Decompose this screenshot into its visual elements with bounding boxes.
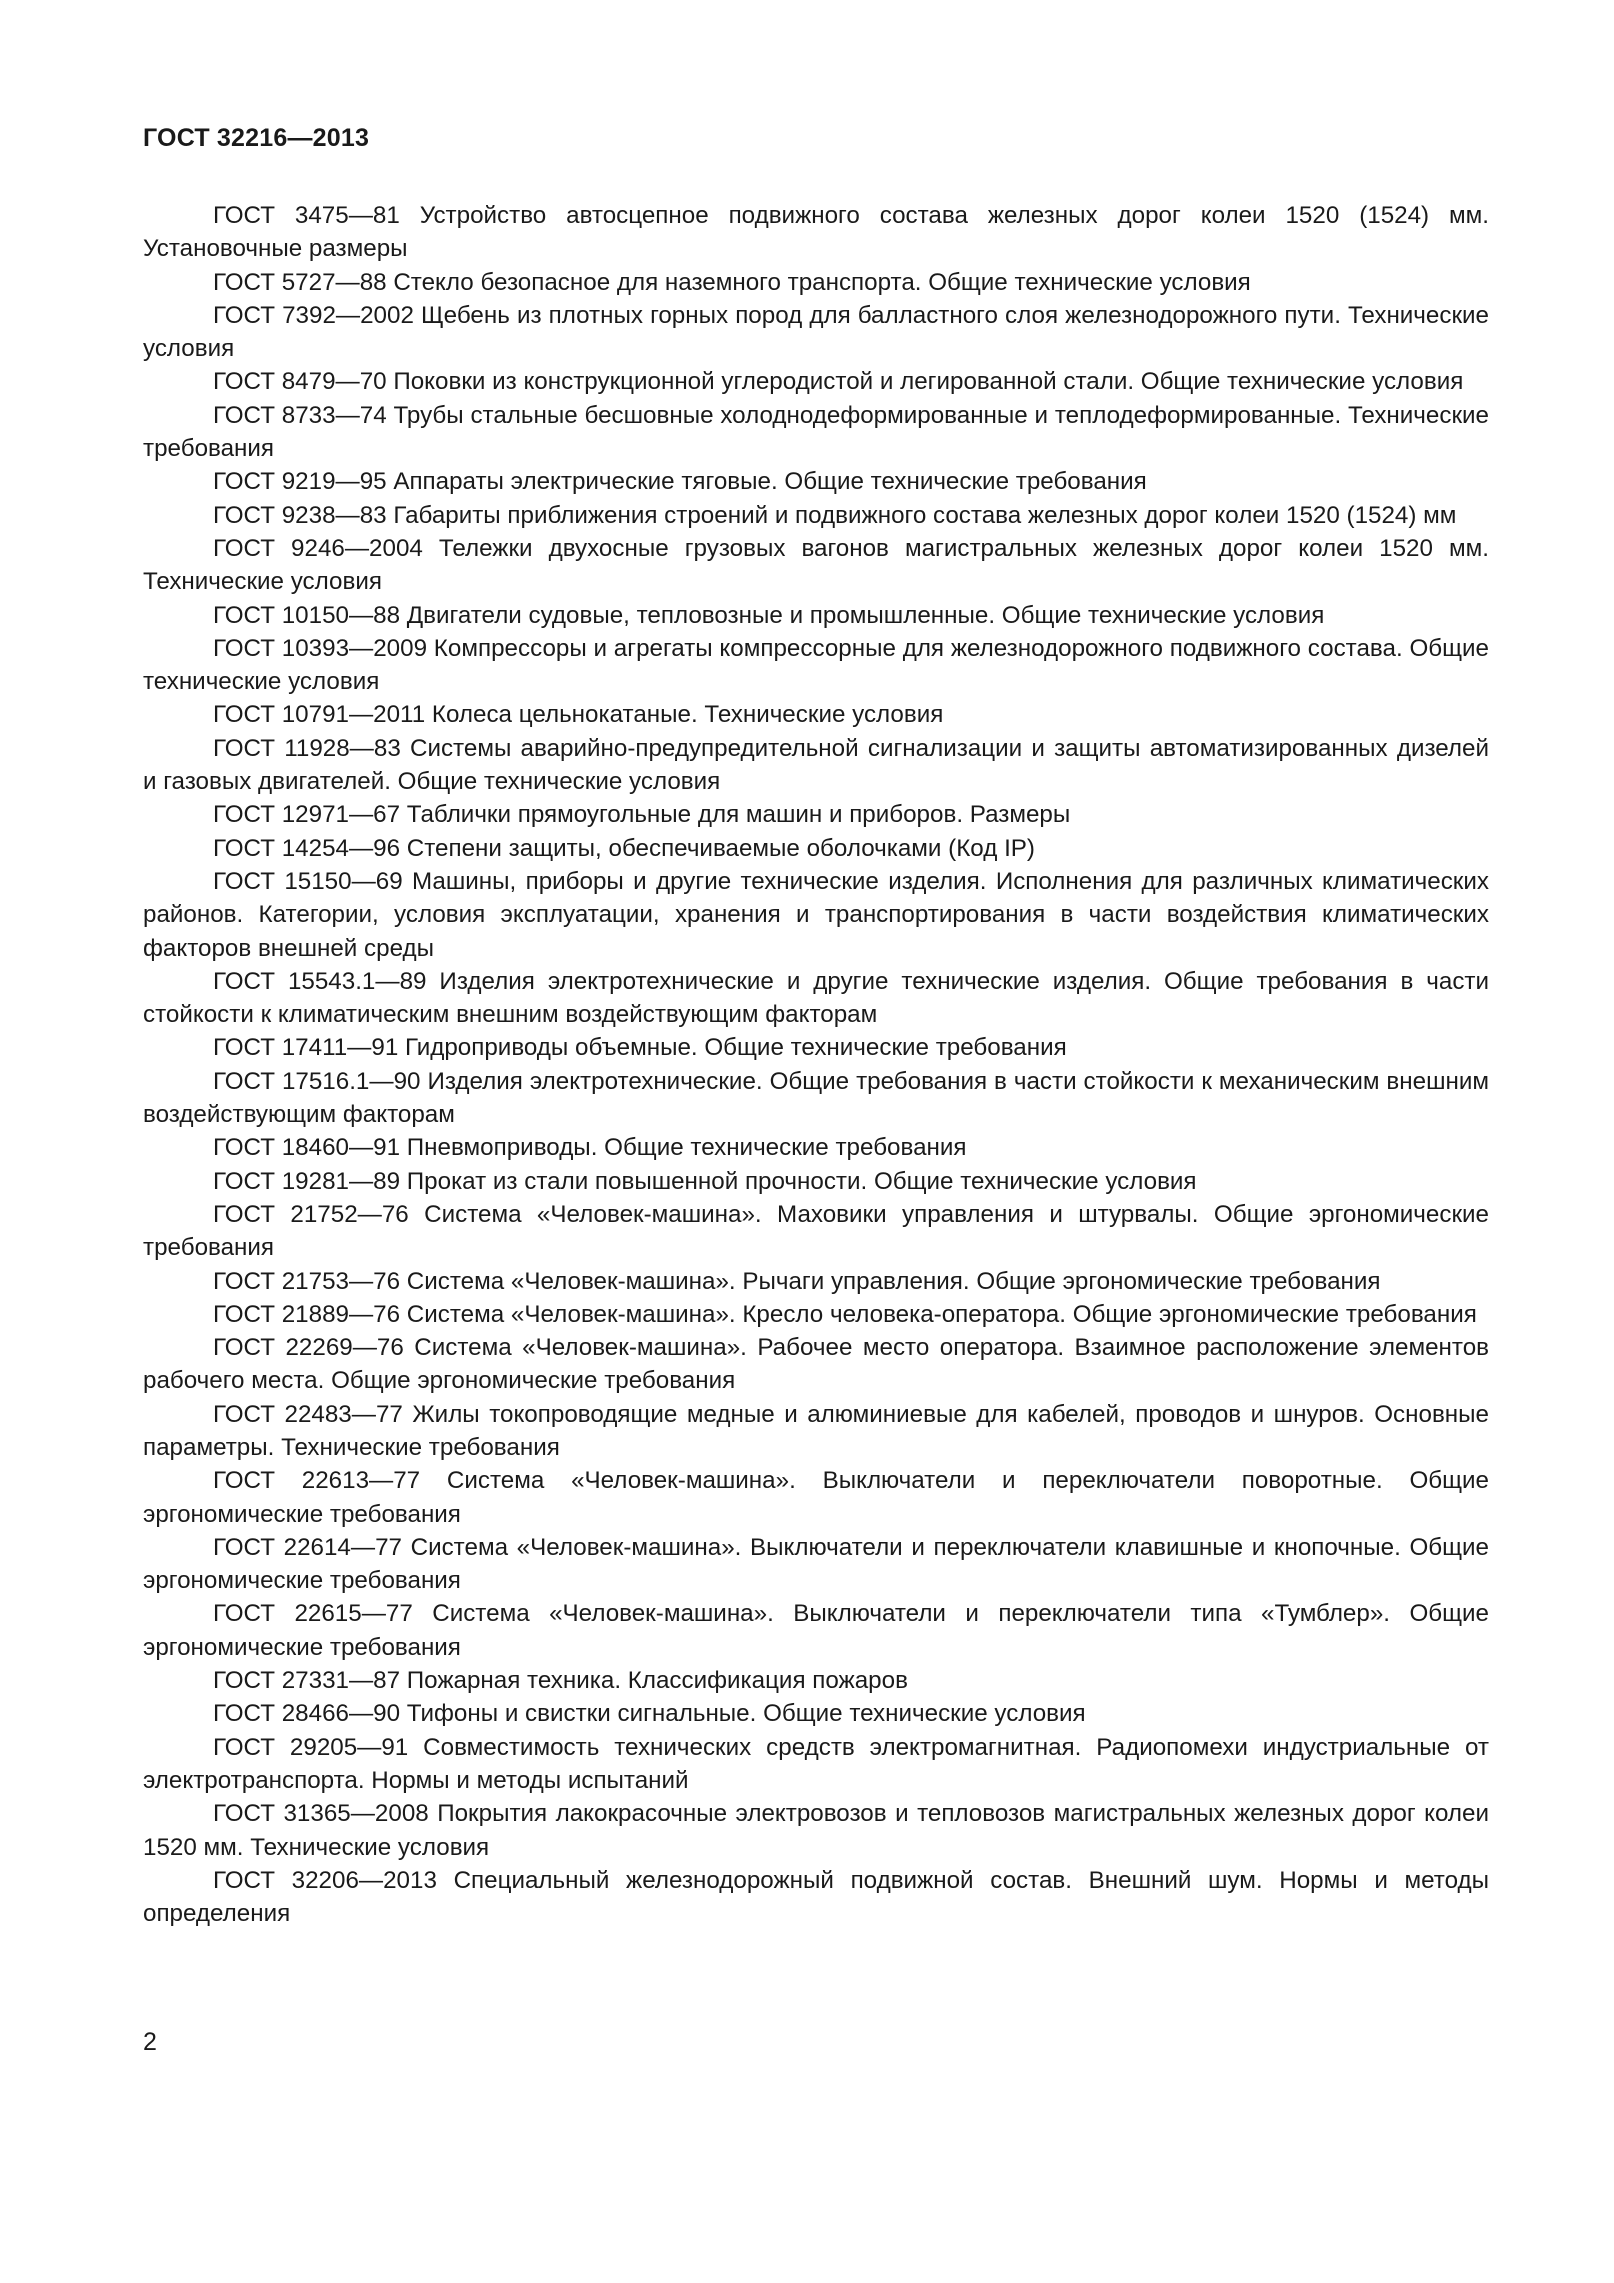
- reference-item: ГОСТ 3475—81 Устройство автосцепное подвижного состава железных дорог колеи 1520 (1524) мм. Установочные размеры: [143, 202, 1489, 263]
- page-number: 2: [143, 2028, 157, 2056]
- reference-item: ГОСТ 17516.1—90 Изделия электротехнические. Общие требования в части стойкости к механическим внешним воздействующим факторам: [143, 1067, 1489, 1129]
- reference-item: ГОСТ 7392—2002 Щебень из плотных горных пород для балластного слоя железнодорожного пути. Технические условия: [143, 301, 1489, 363]
- reference-item: ГОСТ 10393—2009 Компрессоры и агрегаты компрессорные для железнодорожного подвижного состава. Общие технические условия: [143, 634, 1489, 696]
- reference-item: ГОСТ 8479—70 Поковки из конструкционной углеродистой и легированной стали. Общие технические условия: [213, 368, 1464, 396]
- reference-item: ГОСТ 18460—91 Пневмоприводы. Общие технические требования: [213, 1134, 967, 1162]
- reference-item: ГОСТ 10150—88 Двигатели судовые, тепловозные и промышленные. Общие технические условия: [213, 601, 1325, 629]
- reference-item: ГОСТ 10791—2011 Колеса цельнокатаные. Технические условия: [213, 701, 944, 729]
- reference-item: ГОСТ 15543.1—89 Изделия электротехнические и другие технические изделия. Общие требования в части стойкости к климатическим внешним воздействующим факторам: [143, 967, 1489, 1029]
- reference-item: ГОСТ 21752—76 Система «Человек-машина». Маховики управления и штурвалы. Общие эргономические требования: [143, 1200, 1489, 1262]
- reference-item: ГОСТ 22483—77 Жилы токопроводящие медные и алюминиевые для кабелей, проводов и шнуров. Основные параметры. Технические требования: [143, 1400, 1489, 1461]
- reference-item: ГОСТ 32206—2013 Специальный железнодорожный подвижной состав. Внешний шум. Нормы и методы определения: [143, 1866, 1489, 1928]
- reference-item: ГОСТ 9238—83 Габариты приближения строений и подвижного состава железных дорог колеи 1520 (1524) мм: [213, 501, 1457, 529]
- reference-item: ГОСТ 28466—90 Тифоны и свистки сигнальные. Общие технические условия: [213, 1700, 1086, 1728]
- reference-item: ГОСТ 22615—77 Система «Человек-машина». Выключатели и переключатели типа «Тумблер». Общие эргономические требования: [143, 1600, 1489, 1661]
- reference-item: ГОСТ 21753—76 Система «Человек-машина». Рычаги управления. Общие эргономические требования: [213, 1267, 1381, 1295]
- reference-item: ГОСТ 9219—95 Аппараты электрические тяговые. Общие технические требования: [213, 468, 1147, 496]
- reference-item: ГОСТ 11928—83 Системы аварийно-предупредительной сигнализации и защиты автоматизированных дизелей и газовых двигателей. Общие технические условия: [143, 734, 1489, 796]
- reference-item: ГОСТ 22269—76 Система «Человек-машина». Рабочее место оператора. Взаимное расположение элементов рабочего места. Общие эргономические требования: [143, 1334, 1489, 1395]
- normative-references-list: [143, 199, 1489, 1930]
- reference-item: ГОСТ 8733—74 Трубы стальные бесшовные холоднодеформированные и теплодеформированные. Технические требования: [143, 401, 1489, 463]
- reference-item: ГОСТ 22614—77 Система «Человек-машина». Выключатели и переключатели клавишные и кнопочные. Общие эргономические требования: [143, 1533, 1489, 1595]
- document-header: ГОСТ 32216—2013: [143, 124, 370, 152]
- reference-item: ГОСТ 9246—2004 Тележки двухосные грузовых вагонов магистральных железных дорог колеи 1520 мм. Технические условия: [143, 534, 1489, 596]
- reference-item: ГОСТ 14254—96 Степени защиты, обеспечиваемые оболочками (Код IP): [213, 834, 1035, 862]
- reference-item: ГОСТ 5727—88 Стекло безопасное для наземного транспорта. Общие технические условия: [213, 268, 1251, 296]
- reference-item: ГОСТ 21889—76 Система «Человек-машина». Кресло человека-оператора. Общие эргономические требования: [213, 1300, 1477, 1328]
- reference-item: ГОСТ 19281—89 Прокат из стали повышенной прочности. Общие технические условия: [213, 1167, 1197, 1195]
- reference-item: ГОСТ 15150—69 Машины, приборы и другие технические изделия. Исполнения для различных климатических районов. Категории, условия эксплуатации, хранения и транспортирования в части воздействия климатических факторов внешней среды: [143, 867, 1489, 962]
- reference-item: ГОСТ 27331—87 Пожарная техника. Классификация пожаров: [213, 1667, 908, 1695]
- reference-item: ГОСТ 12971—67 Таблички прямоугольные для машин и приборов. Размеры: [213, 801, 1071, 829]
- reference-item: ГОСТ 31365—2008 Покрытия лакокрасочные электровозов и тепловозов магистральных железных дорог колеи 1520 мм. Технические условия: [143, 1800, 1489, 1861]
- reference-item: ГОСТ 22613—77 Система «Человек-машина». Выключатели и переключатели поворотные. Общие эргономические требования: [143, 1467, 1489, 1528]
- reference-item: ГОСТ 17411—91 Гидроприводы объемные. Общие технические требования: [213, 1034, 1067, 1062]
- reference-item: ГОСТ 29205—91 Совместимость технических средств электромагнитная. Радиопомехи индустриальные от электротранспорта. Нормы и методы испытаний: [143, 1733, 1489, 1794]
